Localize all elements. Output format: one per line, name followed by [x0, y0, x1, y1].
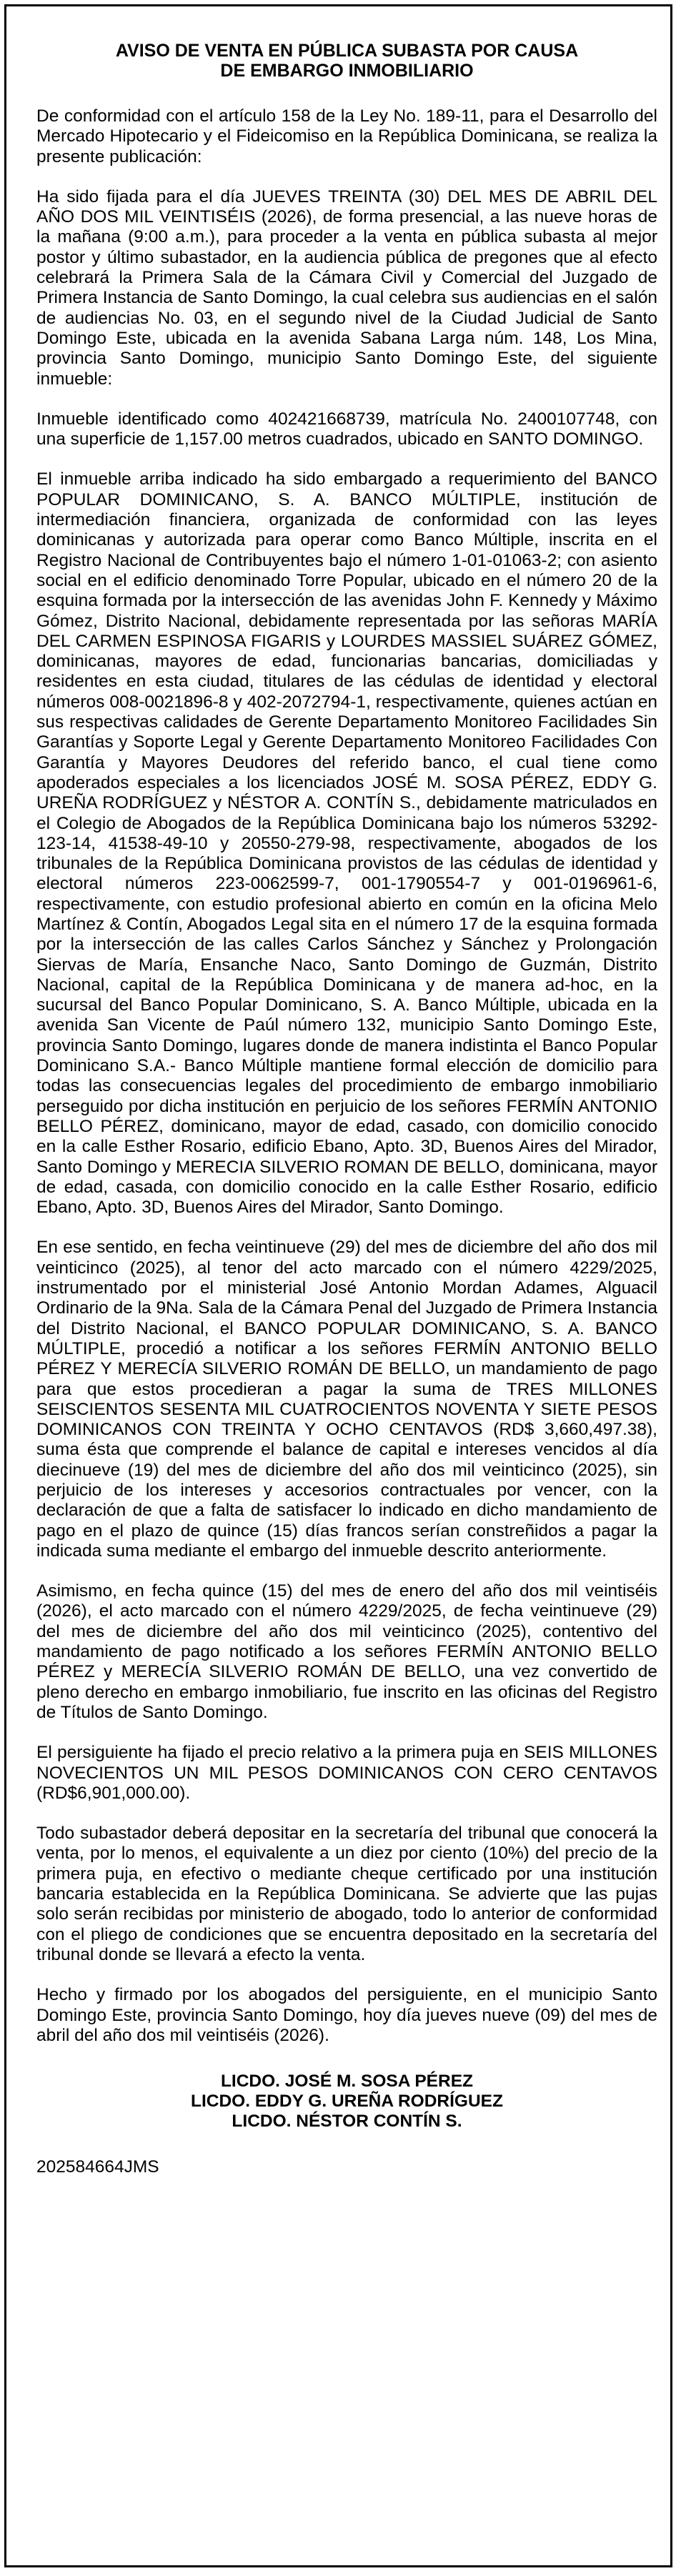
signer-name: LICDO. JOSÉ M. SOSA PÉREZ	[220, 2072, 474, 2092]
paragraph-payment-order: En ese sentido, en fecha veintinueve (29) del mes de diciembre del año dos mil veinticinco (2025), al tenor del acto marcado con el número 4229/2025, instrumentado por el ministerial José Antonio Mordan Adames, Alguacil Ordinario de la 9Na. Sala de la Cámara Penal del Juzgado de Primera Instancia del Distrito Nacional, el BANCO POPULAR DOMINICANO, S. A. BANCO MÚLTIPLE, procedió a notificar a los señores FERMÍN ANTONIO BELLO PÉREZ Y MERECÍA SILVERIO ROMÁN DE BELLO, un mandamiento de pago para que estos procedieran a pagar la suma de TRES MILLONES SEISCIENTOS SESENTA MIL CUATROCIENTOS NOVENTA Y SIETE PESOS DOMINICANOS CON TREINTA Y OCHO CENTAVOS (RD$ 3,660,497.38), suma ésta que comprende el balance de capital e intereses vencidos al día diecinueve (19) del mes de diciembre del año dos mil veinticinco (2025), sin perjuicio de los intereses y accesorios contractuales por vencer, con la declaración de que a falta de satisfacer lo indicado en dicho mandamiento de pago en el plazo de quince (15) días francos serían constreñidos a pagar la indicada suma mediante el embargo del inmueble descrito anteriormente.	[36, 1238, 657, 1561]
notice-border	[4, 4, 672, 2567]
paragraph-creditor: El inmueble arriba indicado ha sido embargado a requerimiento del BANCO POPULAR DOMINICANO, S. A. BANCO MÚLTIPLE, institución de intermediación financiera, organizada de conformidad con las leyes dominicanas y autorizada para operar como Banco Múltiple, inscrita en el Registro Nacional de Contribuyentes bajo el número 1-01-01063-2; con asiento social en el edificio denominado Torre Popular, ubicado en el número 20 de la esquina formada por la intersección de las avenidas John F. Kennedy y Máximo Gómez, Distrito Nacional, debidamente representada por las señoras MARÍA DEL CARMEN ESPINOSA FIGARIS y LOURDES MASSIEL SUÁREZ GÓMEZ, dominicanas, mayores de edad, funcionarias bancarias, domiciliadas y residentes en esta ciudad, titulares de las cédulas de identidad y electoral números 008-0021896-8 y 402-2072794-1, respectivamente, quienes actúan en sus respectivas calidades de Gerente Departamento Monitoreo Facilidades Sin Garantías y Soporte Legal y Gerente Departamento Monitoreo Facilidades Con Garantía y Mayores Deudores del referido banco, el cual tiene como apoderados especiales a los licenciados JOSÉ M. SOSA PÉREZ, EDDY G. UREÑA RODRÍGUEZ y NÉSTOR A. CONTÍN S., debidamente matriculados en el Colegio de Abogados de la República Dominicana bajo los números 53292-123-14, 41538-49-10 y 20550-279-98, respectivamente, abogados de los tribunales de la República Dominicana provistos de las cédulas de identidad y electoral números 223-0062599-7, 001-1790554-7 y 001-0196961-6, respectivamente, con estudio profesional abierto en común en la oficina Melo Martínez & Contín, Abogados Legal sita en el número 17 de la esquina formada por la intersección de las calles Carlos Sánchez y Sánchez y Prolongación Siervas de María, Ensanche Naco, Santo Domingo de Guzmán, Distrito Nacional, capital de la República Dominicana y de manera ad-hoc, en la sucursal del Banco Popular Dominicano, S. A. Banco Múltiple, ubicada en la avenida San Vicente de Paúl número 132, municipio Santo Domingo Este, provincia Santo Domingo, lugares donde de manera indistinta el Banco Popular Dominicano S.A.- Banco Múltiple mantiene formal elección de domicilio para todas las consecuencias legales del procedimiento de embargo inmobiliario perseguido por dicha institución en perjuicio de los señores FERMÍN ANTONIO BELLO PÉREZ, dominicano, mayor de edad, casado, con domicilio conocido en la calle Esther Rosario, edificio Ebano, Apto. 3D, Buenos Aires del Mirador, Santo Domingo y MERECIA SILVERIO ROMAN DE BELLO, dominicana, mayor de edad, casada, con domicilio conocido en la calle Esther Rosario, edificio Ebano, Apto. 3D, Buenos Aires del Mirador, Santo Domingo.	[36, 469, 657, 1218]
paragraph-first-bid-price: El persiguiente ha fijado el precio relativo a la primera puja en SEIS MILLONES NOVECIENTOS UN MIL PESOS DOMINICANOS CON CERO CENTAVOS (RD$6,901,000.00).	[36, 1743, 657, 1803]
paragraph-auction-date: Ha sido fijada para el día JUEVES TREINTA (30) DEL MES DE ABRIL DEL AÑO DOS MIL VEINTISÉIS (2026), de forma presencial, a las nueve horas de la mañana (9:00 a.m.), para proceder a la venta en pública subasta al mejor postor y último subastador, en la audiencia pública de pregones que al efecto celebrará la Primera Sala de la Cámara Civil y Comercial del Juzgado de Primera Instancia de Santo Domingo, la cual celebra sus audiencias en el salón de audiencias No. 03, en el segundo nivel de la Ciudad Judicial de Santo Domingo Este, ubicada en la avenida Sabana Larga núm. 148, Los Mina, provincia Santo Domingo, municipio Santo Domingo Este, del siguiente inmueble:	[36, 187, 657, 389]
notice-title-line-2: DE EMBARGO INMOBILIARIO	[220, 61, 474, 81]
paragraph-legal-basis: De conformidad con el artículo 158 de la Ley No. 189-11, para el Desarrollo del Mercado Hipotecario y el Fideicomiso en la República Dominicana, se realiza la presente publicación:	[36, 106, 657, 166]
signer-name: LICDO. EDDY G. UREÑA RODRÍGUEZ	[191, 2092, 503, 2112]
notice-content	[36, 41, 657, 2177]
paragraph-registration: Asimismo, en fecha quince (15) del mes de enero del año dos mil veintiséis (2026), el acto marcado con el número 4229/2025, de fecha veintinueve (29) del mes de diciembre del año dos mil veinticinco (2025), contentivo del mandamiento de pago notificado a los señores FERMÍN ANTONIO BELLO PÉREZ y MERECÍA SILVERIO ROMÁN DE BELLO, una vez convertido de pleno derecho en embargo inmobiliario, fue inscrito en las oficinas del Registro de Títulos de Santo Domingo.	[36, 1581, 657, 1722]
notice-title-line-1: AVISO DE VENTA EN PÚBLICA SUBASTA POR CAUSA	[115, 41, 579, 61]
paragraph-property: Inmueble identificado como 402421668739, matrícula No. 2400107748, con una superficie de 1,157.00 metros cuadrados, ubicado en SANTO DOMINGO.	[36, 409, 657, 449]
paragraph-signed: Hecho y firmado por los abogados del persiguiente, en el municipio Santo Domingo Este, provincia Santo Domingo, hoy día jueves nueve (09) del mes de abril del año dos mil veintiséis (2026).	[36, 1985, 657, 2045]
reference-code: 202584664JMS	[36, 2157, 159, 2177]
paragraph-deposit-conditions: Todo subastador deberá depositar en la secretaría del tribunal que conocerá la venta, por lo menos, el equivalente a un diez por ciento (10%) del precio de la primera puja, en efectivo o mediante cheque certificado por una institución bancaria establecida en la República Dominicana. Se advierte que las pujas solo serán recibidas por ministerio de abogado, todo lo anterior de conformidad con el pliego de condiciones que se encuentra depositado en la secretaría del tribunal donde se llevará a efecto la venta.	[36, 1824, 657, 1964]
signer-name: LICDO. NÉSTOR CONTÍN S.	[232, 2112, 462, 2132]
